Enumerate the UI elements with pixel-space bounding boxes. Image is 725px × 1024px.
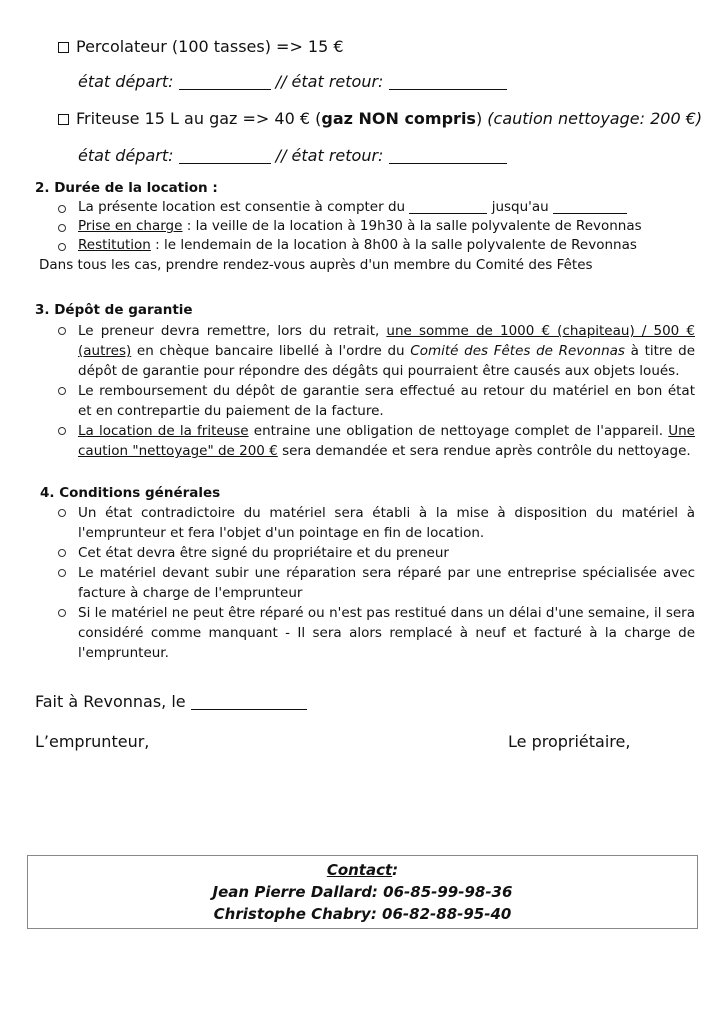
bullet-text: à titre de dépôt de garantie pour répondre des dégâts qui pourraient être causés aux objets loués.	[78, 343, 695, 379]
section-4-bullet	[78, 503, 695, 543]
etat-retour-label: état retour:	[291, 72, 384, 91]
section-3-bullet	[78, 321, 695, 381]
payee-name: Comité des Fêtes de Revonnas	[410, 343, 625, 359]
bullet-icon	[58, 205, 66, 213]
contact-line: Jean Pierre Dallard: 06-85-99-98-36	[212, 883, 513, 901]
bullet-icon	[58, 549, 66, 557]
date-field[interactable]	[191, 695, 307, 710]
bullet-icon	[58, 327, 66, 335]
bullet-text: sera demandée et sera rendue après contrôle du nettoyage.	[277, 443, 691, 459]
section-2-note: Dans tous les cas, prendre rendez-vous auprès d'un membre du Comité des Fêtes	[39, 257, 593, 273]
section-3-bullet	[78, 421, 695, 461]
bullet-icon	[58, 224, 66, 232]
checkbox-friteuse[interactable]	[58, 114, 69, 125]
bullet-icon	[58, 609, 66, 617]
item-label: Percolateur (100 tasses) => 15 €	[76, 37, 344, 56]
etat-depart-field[interactable]	[179, 75, 271, 90]
etat-depart-label: état départ:	[78, 146, 174, 165]
end-date-field[interactable]	[553, 199, 627, 214]
bullet-icon	[58, 243, 66, 251]
bullet-text: entraine une obligation de nettoyage complet de l'appareil.	[248, 423, 669, 439]
bullet-text: La présente location est consentie à compter du	[78, 199, 406, 215]
place-date-label: Fait à Revonnas, le	[35, 692, 186, 711]
cleaning-deposit-note: (caution nettoyage: 200 €)	[487, 109, 703, 128]
section-3-bullet	[78, 381, 695, 421]
item-percolateur	[58, 37, 344, 56]
bullet-text: Le matériel devant subir une réparation sera réparé par une entreprise spécialisée avec facture à charge de l'emprunteur	[78, 565, 695, 601]
contact-title-suffix: :	[392, 861, 399, 879]
bullet-text: Un état contradictoire du matériel sera établi à la mise à disposition du matériel à l'emprunteur et fera l'objet d'un pointage en fin de location.	[78, 505, 695, 541]
item-friteuse	[58, 109, 702, 128]
owner-label: Le propriétaire,	[508, 732, 631, 751]
deposit-amount: une somme de 1000 € (chapiteau) / 500 € (autres)	[78, 323, 695, 359]
section-4-bullet	[78, 603, 695, 663]
checkbox-percolateur[interactable]	[58, 42, 69, 53]
section-2-bullet	[78, 199, 627, 215]
bullet-text: Le preneur devra remettre, lors du retrait,	[78, 323, 387, 339]
bullet-text: en chèque bancaire libellé à l'ordre du	[131, 343, 411, 359]
start-date-field[interactable]	[409, 199, 487, 214]
separator: //	[275, 146, 287, 165]
etat-retour-field[interactable]	[389, 75, 507, 90]
section-3-title: 3. Dépôt de garantie	[35, 302, 193, 318]
item-friteuse-state	[78, 146, 507, 165]
etat-depart-label: état départ:	[78, 72, 174, 91]
contact-title-row	[28, 859, 697, 881]
item-label: Friteuse 15 L au gaz => 40 € (	[76, 109, 322, 128]
section-2-bullet	[78, 237, 637, 253]
contact-title: Contact	[326, 861, 393, 879]
borrower-label: L’emprunteur,	[35, 732, 150, 751]
section-4-title: 4. Conditions générales	[40, 485, 221, 501]
bullet-text: Le remboursement du dépôt de garantie sera effectué au retour du matériel en bon état et en contrepartie du paiement de la facture.	[78, 383, 695, 419]
bullet-underlined: Prise en charge	[78, 218, 183, 234]
bullet-text: : le lendemain de la location à 8h00 à la salle polyvalente de Revonnas	[150, 237, 637, 253]
bullet-underlined: La location de la friteuse	[78, 423, 249, 439]
bullet-text: : la veille de la location à 19h30 à la salle polyvalente de Revonnas	[182, 218, 642, 234]
bullet-icon	[58, 387, 66, 395]
etat-depart-field[interactable]	[179, 149, 271, 164]
gas-note: gaz NON compris	[321, 109, 476, 128]
bullet-icon	[58, 569, 66, 577]
section-2-title: 2. Durée de la location :	[35, 180, 218, 196]
bullet-underlined: Restitution	[78, 237, 151, 253]
bullet-text: Si le matériel ne peut être réparé ou n'est pas restitué dans un délai d'une semaine, il sera considéré comme manquant - Il sera alors remplacé à neuf et facturé à la charge de l'emprunteur.	[78, 605, 695, 661]
bullet-text: jusqu'au	[491, 199, 549, 215]
contact-box	[27, 855, 698, 929]
etat-retour-field[interactable]	[389, 149, 507, 164]
bullet-icon	[58, 427, 66, 435]
item-percolateur-state	[78, 72, 507, 91]
section-3-bullets	[78, 321, 695, 461]
place-date-line	[35, 692, 307, 711]
bullet-icon	[58, 509, 66, 517]
section-4-bullet	[78, 543, 695, 563]
section-4-bullet	[78, 563, 695, 603]
label-close: )	[475, 109, 483, 128]
section-4-bullets	[78, 503, 695, 663]
cleaning-deposit: Une caution "nettoyage" de 200 €	[78, 423, 695, 459]
contact-line: Christophe Chabry: 06-82-88-95-40	[213, 905, 512, 923]
section-2-bullet	[78, 218, 642, 234]
bullet-text: Cet état devra être signé du propriétaire et du preneur	[78, 545, 449, 561]
separator: //	[275, 72, 287, 91]
etat-retour-label: état retour:	[291, 146, 384, 165]
